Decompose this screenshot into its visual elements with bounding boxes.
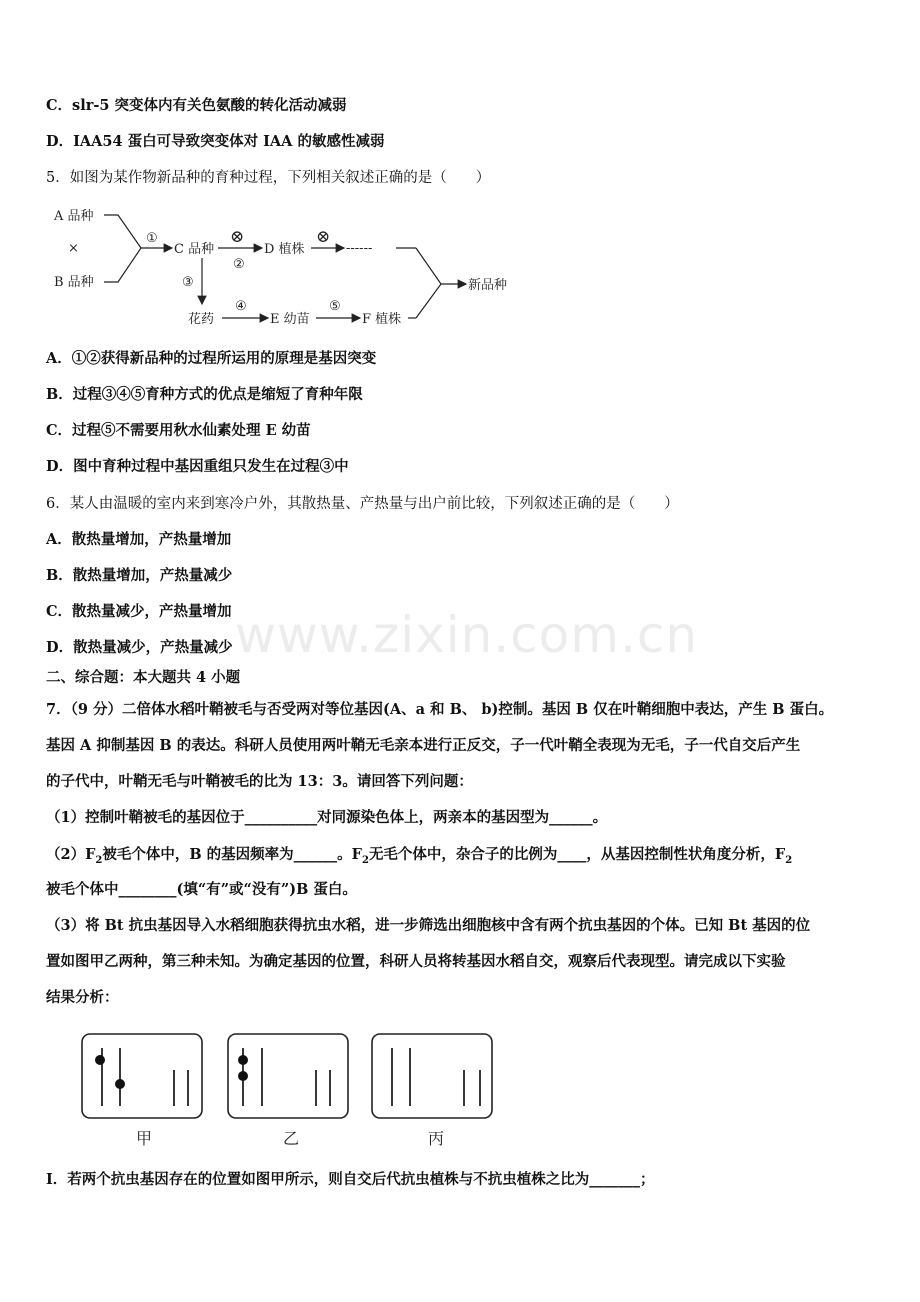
q6-option-c: C．散热量减少，产热量增加 <box>46 603 232 620</box>
q6-option-a: A．散热量增加，产热量增加 <box>46 531 232 548</box>
q5-option-b: B．过程③④⑤育种方式的优点是缩短了育种年限 <box>46 386 363 403</box>
q7-sub-3-line-2: 置如图甲乙两种，第三种未知。为确定基因的位置，科研人员将转基因水稻自交，观察后代表现型。请完成以下实验 <box>46 953 786 970</box>
sub2-part-c: 无毛个体中，杂合子的比例为____，从基因控制性状角度分析，F <box>368 846 786 863</box>
q6-option-b: B．散热量增加，产热量减少 <box>46 567 233 584</box>
q7-sub-3-line-1: （3）将 Bt 抗虫基因导入水稻细胞获得抗虫水稻，进一步筛选出细胞核中含有两个抗虫基因的个体。已知 Bt 基因的位 <box>46 917 811 934</box>
cross-symbol: × <box>68 241 79 256</box>
cross-bracket <box>104 215 141 282</box>
c-variety-label: C 品种 <box>174 242 215 257</box>
f-plant-label: F 植株 <box>362 312 402 327</box>
step-4-label: ④ <box>235 299 247 314</box>
q6-option-d: D．散热量减少，产热量减少 <box>46 639 233 656</box>
watermark: www.zixin.com.cn <box>235 606 699 664</box>
q6-stem: 6．某人由温暖的室内来到寒冷户外，其散热量、产热量与出户前比较，下列叙述正确的是（ ） <box>46 496 679 512</box>
anther-label: 花药 <box>188 312 215 327</box>
q7-sub-2 <box>46 845 792 871</box>
box-jia <box>82 1034 202 1118</box>
step-3-label: ③ <box>182 275 194 290</box>
step-5-label: ⑤ <box>329 299 341 314</box>
new-variety-label: 新品种 <box>468 278 508 293</box>
gene-dot <box>95 1055 105 1065</box>
box-bing <box>372 1034 492 1118</box>
dashed-continuation: ------ <box>346 241 373 256</box>
caption-yi: 乙 <box>283 1129 300 1148</box>
selfing-symbol-1: ⊗ <box>230 227 245 247</box>
gene-dot <box>238 1071 248 1081</box>
q5-option-d: D．图中育种过程中基因重组只发生在过程③中 <box>46 458 349 475</box>
caption-jia: 甲 <box>136 1129 153 1148</box>
selfing-symbol-2: ⊗ <box>316 227 331 247</box>
q4-option-c: C．slr-5 突变体内有关色氨酸的转化活动减弱 <box>46 97 347 114</box>
gene-position-figure <box>78 1030 498 1152</box>
subscript-2: 2 <box>95 854 103 866</box>
q5-option-c: C．过程⑤不需要用秋水仙素处理 E 幼苗 <box>46 422 311 439</box>
subscript-2c: 2 <box>785 854 793 866</box>
q7-sub-2-line-2: 被毛个体中________(填“有”或“没有”)B 蛋白。 <box>46 881 357 898</box>
gene-dot <box>115 1079 125 1089</box>
gene-dot <box>238 1055 248 1065</box>
q7-line-1: 7．（9 分）二倍体水稻叶鞘被毛与否受两对等位基因(A、a 和 B、 b)控制。基因 B 仅在叶鞘细胞中表达，产生 B 蛋白。 <box>46 701 834 718</box>
step-1-label: ① <box>146 231 158 246</box>
b-variety-label: B 品种 <box>54 275 94 290</box>
q7-line-3: 的子代中，叶鞘无毛与叶鞘被毛的比为 13：3。请回答下列问题： <box>46 773 473 790</box>
sub2-part-b: 被毛个体中，B 的基因频率为______。F <box>102 846 362 863</box>
q7-roman-1: I．若两个抗虫基因存在的位置如图甲所示，则自交后代抗虫植株与不抗虫植株之比为_______； <box>46 1171 655 1188</box>
q7-line-2: 基因 A 抑制基因 B 的表达。科研人员使用两叶鞘无毛亲本进行正反交，子一代叶鞘全表现为无毛，子一代自交后产生 <box>46 737 801 754</box>
q5-option-a: A．①②获得新品种的过程所运用的原理是基因突变 <box>46 350 377 367</box>
q5-stem: 5．如图为某作物新品种的育种过程，下列相关叙述正确的是（ ） <box>46 170 491 186</box>
step-2-label: ② <box>233 257 245 272</box>
e-seedling-label: E 幼苗 <box>270 312 310 327</box>
sub2-part-a: （2）F <box>46 846 96 863</box>
caption-bing: 丙 <box>428 1129 445 1148</box>
subscript-2b: 2 <box>361 854 369 866</box>
breeding-diagram <box>46 200 546 330</box>
a-variety-label: A 品种 <box>54 209 94 224</box>
d-plant-label: D 植株 <box>264 242 305 257</box>
q7-sub-1: （1）控制叶鞘被毛的基因位于__________对同源染色体上，两亲本的基因型为______。 <box>46 809 608 826</box>
section-heading: 二、综合题：本大题共 4 小题 <box>46 669 241 686</box>
merge-bracket <box>416 248 441 318</box>
q4-option-d: D．IAA54 蛋白可导致突变体对 IAA 的敏感性减弱 <box>46 133 385 150</box>
q7-sub-3-line-3: 结果分析： <box>46 989 119 1006</box>
